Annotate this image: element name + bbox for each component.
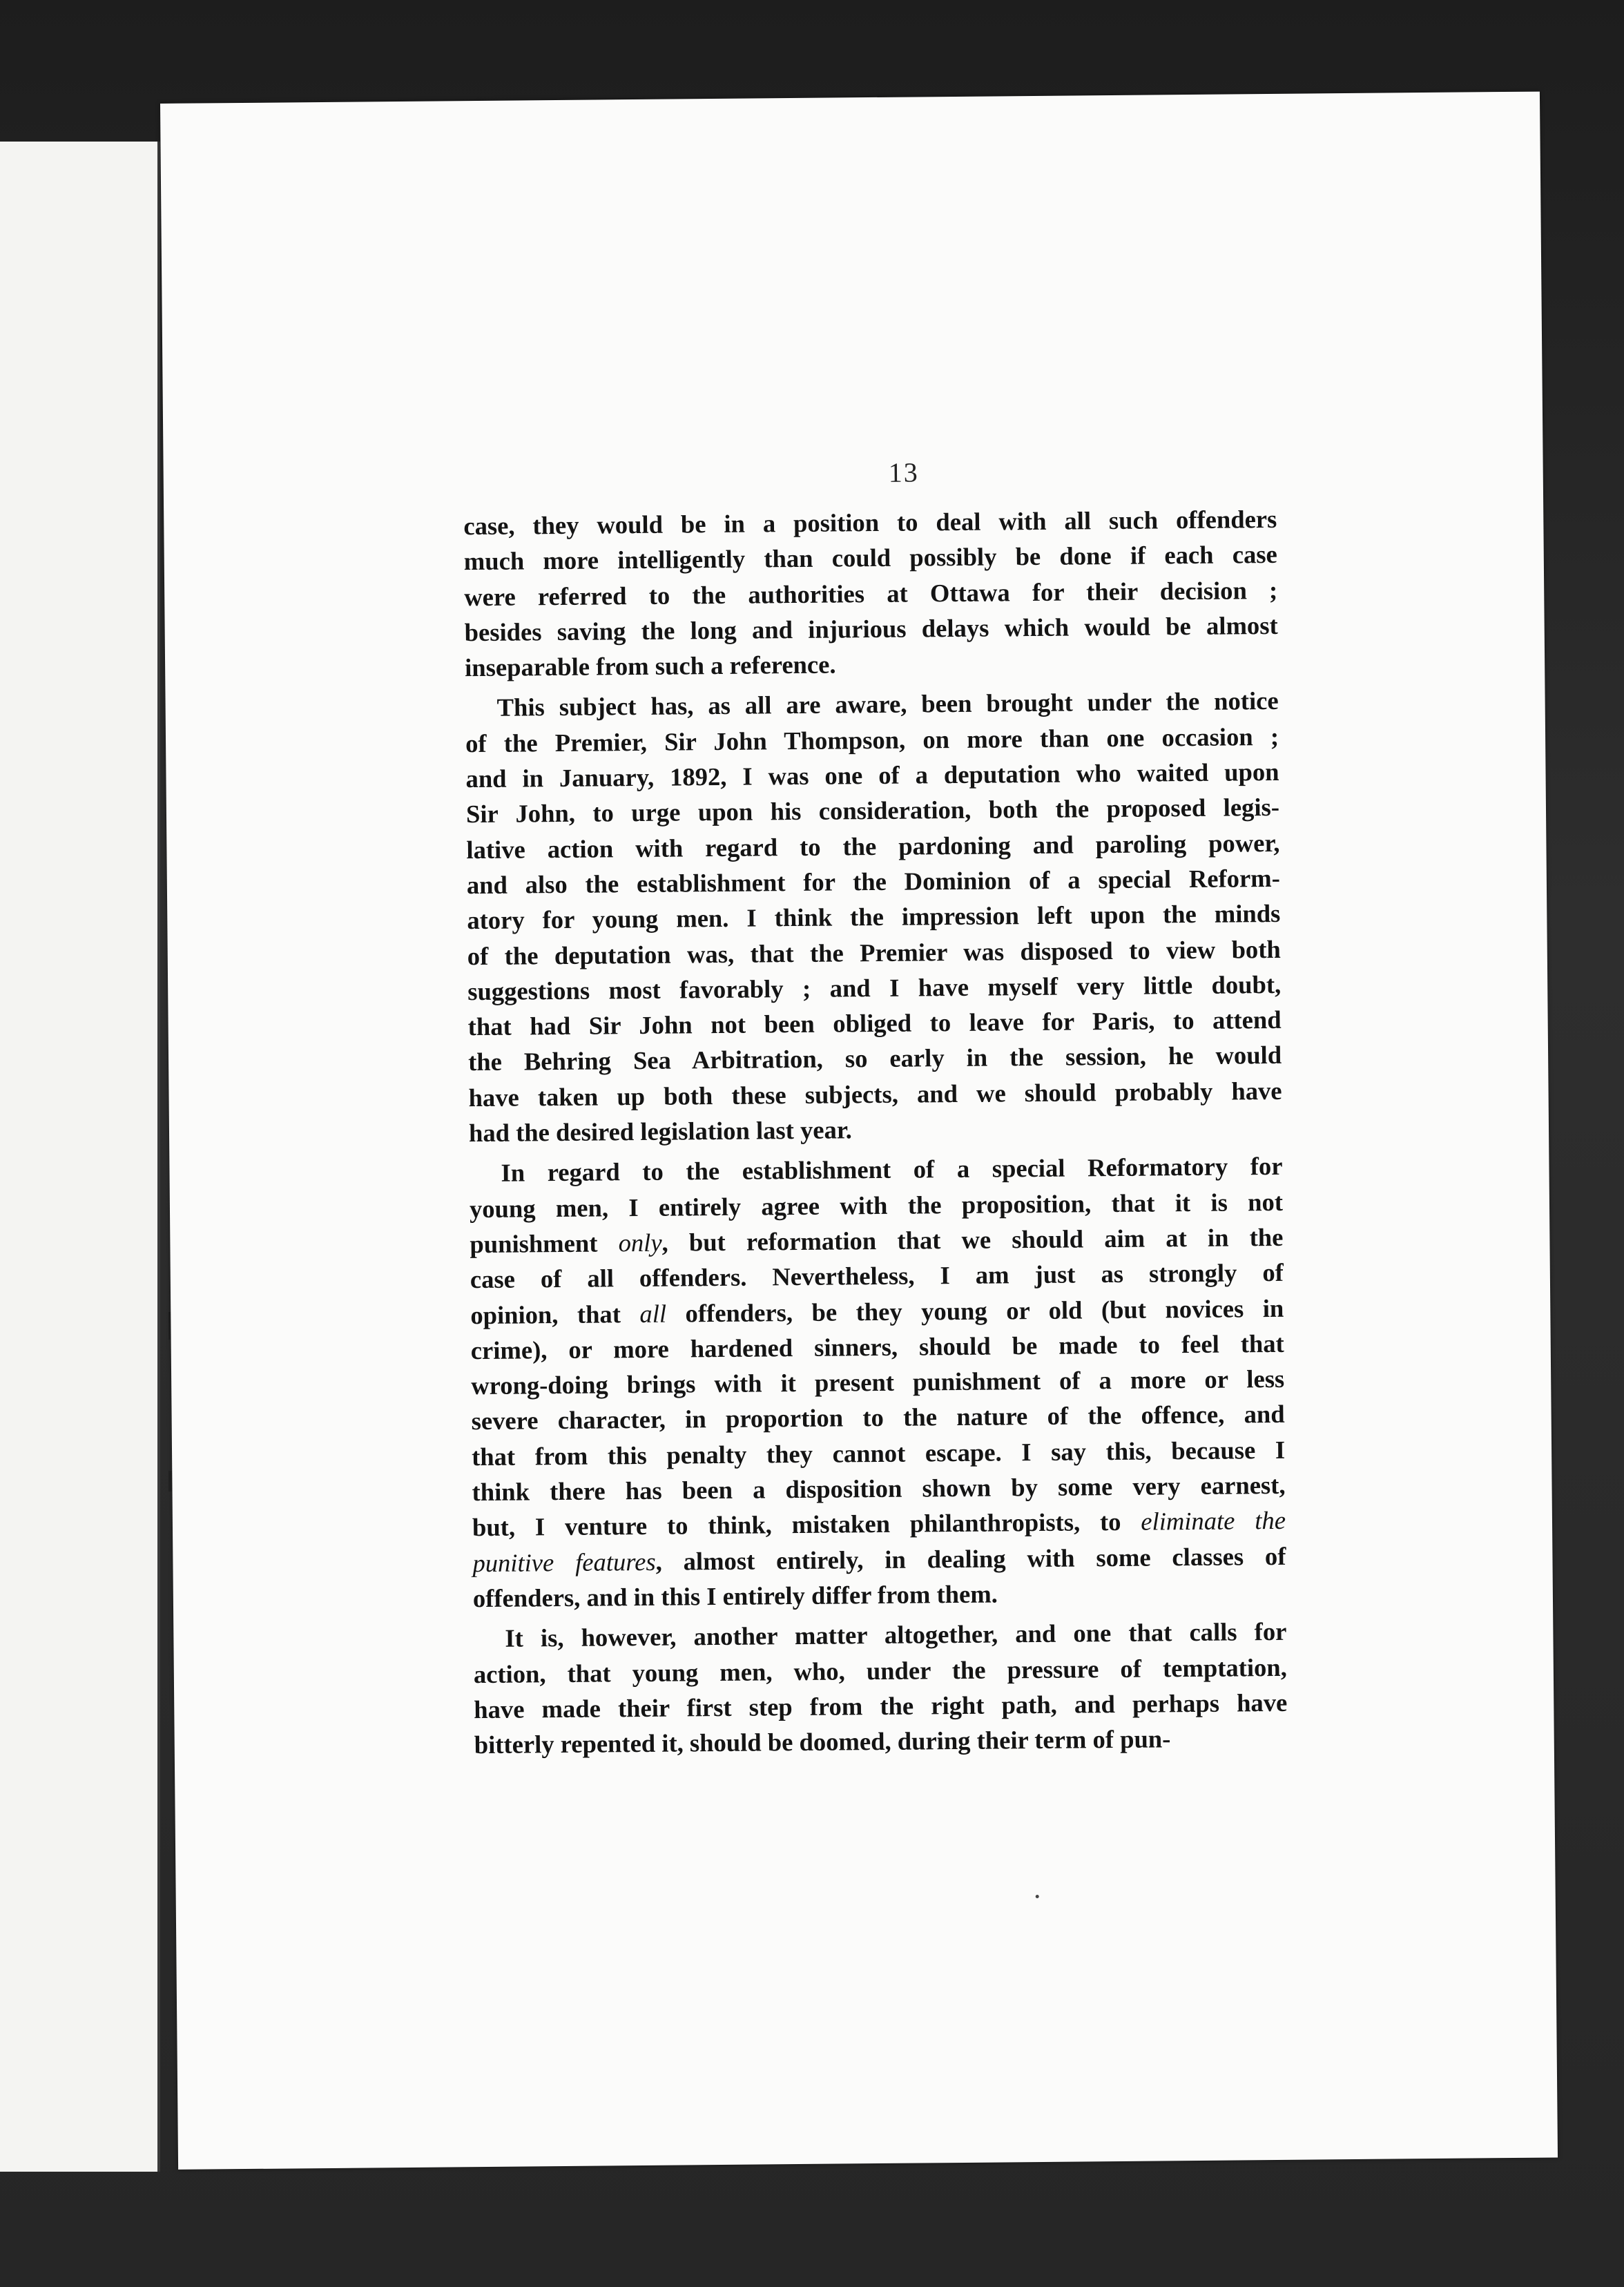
text-line: action, that young men, who, under the pressure of temptation,	[473, 1652, 1287, 1688]
text-line: but, I venture to think, mistaken philanthropists, to eliminate the	[472, 1506, 1286, 1542]
text-line: young men, I entirely agree with the proposition, that it is not	[469, 1187, 1284, 1223]
text-line: punitive features, almost entirely, in dealing with some classes of	[472, 1541, 1286, 1577]
text-line: much more intelligently than could possibly be done if each case	[463, 540, 1277, 576]
text-line: wrong-doing brings with it present punishment of a more or less	[471, 1364, 1285, 1400]
text-line: crime), or more hardened sinners, should be made to feel that	[470, 1329, 1284, 1364]
text-line: offenders, and in this I entirely differ from them.	[472, 1579, 998, 1613]
text-line: think there has been a disposition shown by some very earnest,	[472, 1470, 1286, 1507]
text-line: lative action with regard to the pardoning and paroling power,	[466, 828, 1280, 864]
text-line: case, they would be in a position to deal with all such offenders	[463, 504, 1277, 541]
text-line: In regard to the establishment of a special Reformatory for	[501, 1152, 1283, 1188]
text-line: Sir John, to urge upon his consideration, both the proposed legis-	[465, 793, 1280, 829]
speck	[1036, 1895, 1039, 1898]
text-line: severe character, in proportion to the nature of the offence, and	[471, 1400, 1285, 1436]
text-line: were referred to the authorities at Ottawa for their decision ;	[464, 575, 1278, 611]
body-text	[463, 501, 1288, 1768]
text-line: It is, however, another matter altogether, and one that calls for	[505, 1617, 1287, 1652]
paragraph	[465, 683, 1282, 1150]
page-number: 13	[888, 456, 919, 488]
text-line: have taken up both these subjects, and we should probably have	[468, 1076, 1282, 1112]
text-line: have made their first step from the right path, and perhaps have	[474, 1688, 1288, 1724]
paragraph	[469, 1148, 1286, 1616]
text-line: and also the establishment for the Dominion of a special Reform-	[466, 863, 1281, 900]
text-line: of the Premier, Sir John Thompson, on more than one occasion ;	[465, 722, 1279, 757]
text-line: besides saving the long and injurious delays which would be almost	[464, 610, 1278, 647]
text-line: inseparable from such a reference.	[464, 650, 836, 682]
paragraph	[473, 1614, 1288, 1762]
text-line: that from this penalty they cannot escape. I say this, because I	[471, 1435, 1286, 1471]
facing-page-edge	[0, 142, 160, 2172]
text-line: punishment only, but reformation that we should aim at in the	[470, 1222, 1284, 1259]
document-page	[160, 92, 1558, 2170]
text-line: the Behring Sea Arbitration, so early in the session, he would	[467, 1041, 1282, 1077]
text-line: of the deputation was, that the Premier was disposed to view both	[467, 934, 1281, 970]
text-line: This subject has, as all are aware, been brought under the notice	[496, 686, 1279, 722]
paragraph	[463, 501, 1278, 686]
text-line: and in January, 1892, I was one of a deputation who waited upon	[465, 757, 1279, 793]
text-line: suggestions most favorably ; and I have myself very little doubt,	[467, 969, 1282, 1006]
text-line: atory for young men. I think the impression left upon the minds	[467, 899, 1281, 935]
text-line: had the desired legislation last year.	[468, 1115, 852, 1148]
text-line: that had Sir John not been obliged to leave for Paris, to attend	[467, 1005, 1282, 1041]
text-line: opinion, that all offenders, be they young or old (but novices in	[470, 1293, 1284, 1329]
text-line: case of all offenders. Nevertheless, I am just as strongly of	[470, 1258, 1284, 1294]
text-line: bitterly repented it, should be doomed, during their term of pun-	[474, 1724, 1171, 1759]
